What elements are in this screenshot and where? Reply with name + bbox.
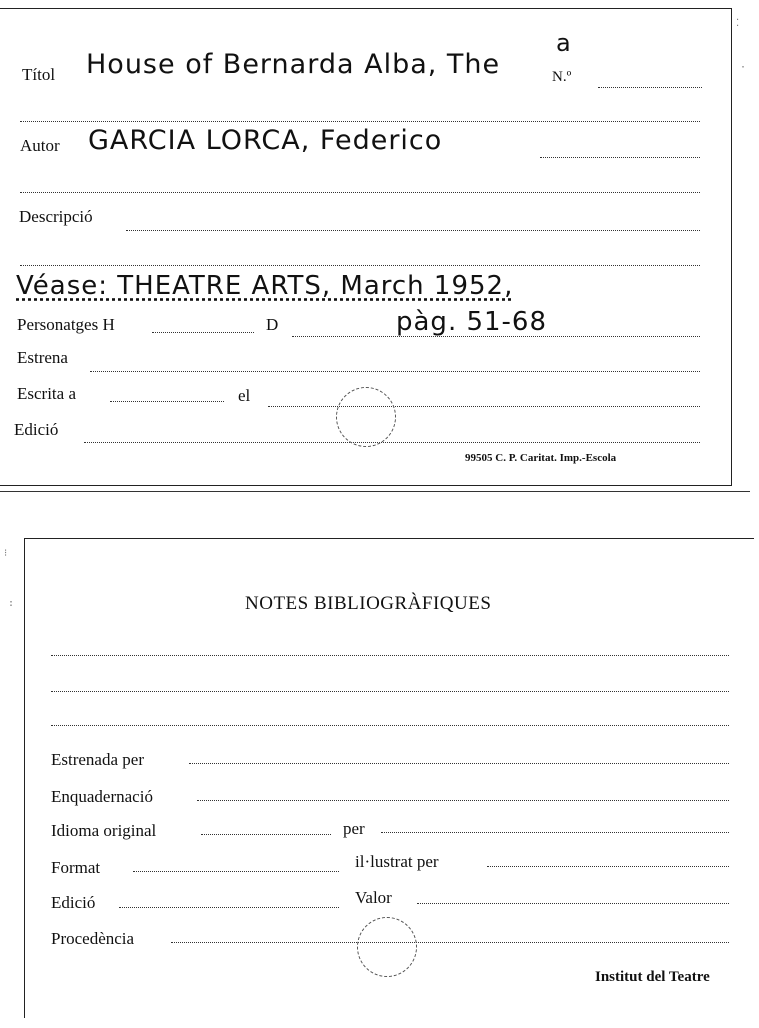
escrita-label: Escrita a [17, 384, 76, 403]
illustrat-line [487, 866, 729, 867]
punch-hole [357, 917, 417, 977]
estrena-label: Estrena [17, 348, 68, 367]
idioma-line [201, 834, 331, 835]
per-label: per [343, 819, 365, 838]
margin-speck: ⁝ [4, 548, 8, 559]
procedencia-label: Procedència [51, 929, 135, 948]
autor-continuation-line [20, 192, 700, 193]
valor-line [417, 903, 729, 904]
estrenada-label: Estrenada per [51, 750, 144, 769]
enquadernacio-line [197, 800, 729, 801]
margin-speck: : [8, 598, 15, 609]
card-separator [0, 491, 750, 492]
punch-hole [336, 387, 396, 447]
notes-heading: NOTES BIBLIOGRÀFIQUES [245, 593, 492, 614]
notes-line-1 [51, 655, 729, 656]
pages-handwritten-value: pàg. 51-68 [396, 307, 548, 337]
catalog-card-back [24, 538, 754, 1018]
notes-line-2 [51, 691, 729, 692]
edicio-line [84, 442, 700, 443]
el-line [268, 406, 700, 407]
edicio-label: Edició [14, 420, 59, 439]
margin-speck: ⁚ [736, 18, 740, 29]
descripcio-label: Descripció [19, 207, 93, 226]
format-line [133, 871, 339, 872]
procedencia-line [171, 942, 729, 943]
titol-superscript: a [556, 29, 572, 57]
enquadernacio-label: Enquadernació [51, 787, 153, 806]
el-label: el [238, 386, 251, 405]
back-edicio-line [119, 907, 339, 908]
descripcio-line-2 [20, 265, 700, 266]
personatges-h-line [152, 332, 254, 333]
personatges-label: Personatges H [17, 315, 115, 334]
per-line [381, 832, 729, 833]
illustrat-label: il·lustrat per [355, 852, 439, 871]
format-label: Format [51, 858, 101, 877]
titol-number-line [598, 87, 702, 88]
catalog-card-front [0, 8, 732, 486]
margin-speck: · [740, 62, 747, 73]
escrita-line [110, 401, 224, 402]
idioma-label: Idioma original [51, 821, 157, 840]
vease-handwritten-note: Véase: THEATRE ARTS, March 1952, [16, 271, 514, 301]
titol-number-label: N.º [552, 69, 572, 85]
titol-label: Títol [22, 65, 56, 84]
notes-line-3 [51, 725, 729, 726]
valor-label: Valor [355, 888, 392, 907]
titol-continuation-line [20, 121, 700, 122]
estrenada-line [189, 763, 729, 764]
descripcio-line [126, 230, 700, 231]
autor-line-end [540, 157, 700, 158]
printer-imprint: 99505 C. P. Caritat. Imp.-Escola [465, 452, 617, 464]
autor-label: Autor [20, 136, 60, 155]
back-edicio-label: Edició [51, 893, 96, 912]
estrena-line [90, 371, 700, 372]
institut-imprint: Institut del Teatre [595, 969, 710, 985]
personatges-d-label: D [266, 315, 279, 334]
autor-handwritten-value: GARCIA LORCA, Federico [88, 125, 443, 156]
titol-handwritten-value: House of Bernarda Alba, The [86, 49, 501, 80]
